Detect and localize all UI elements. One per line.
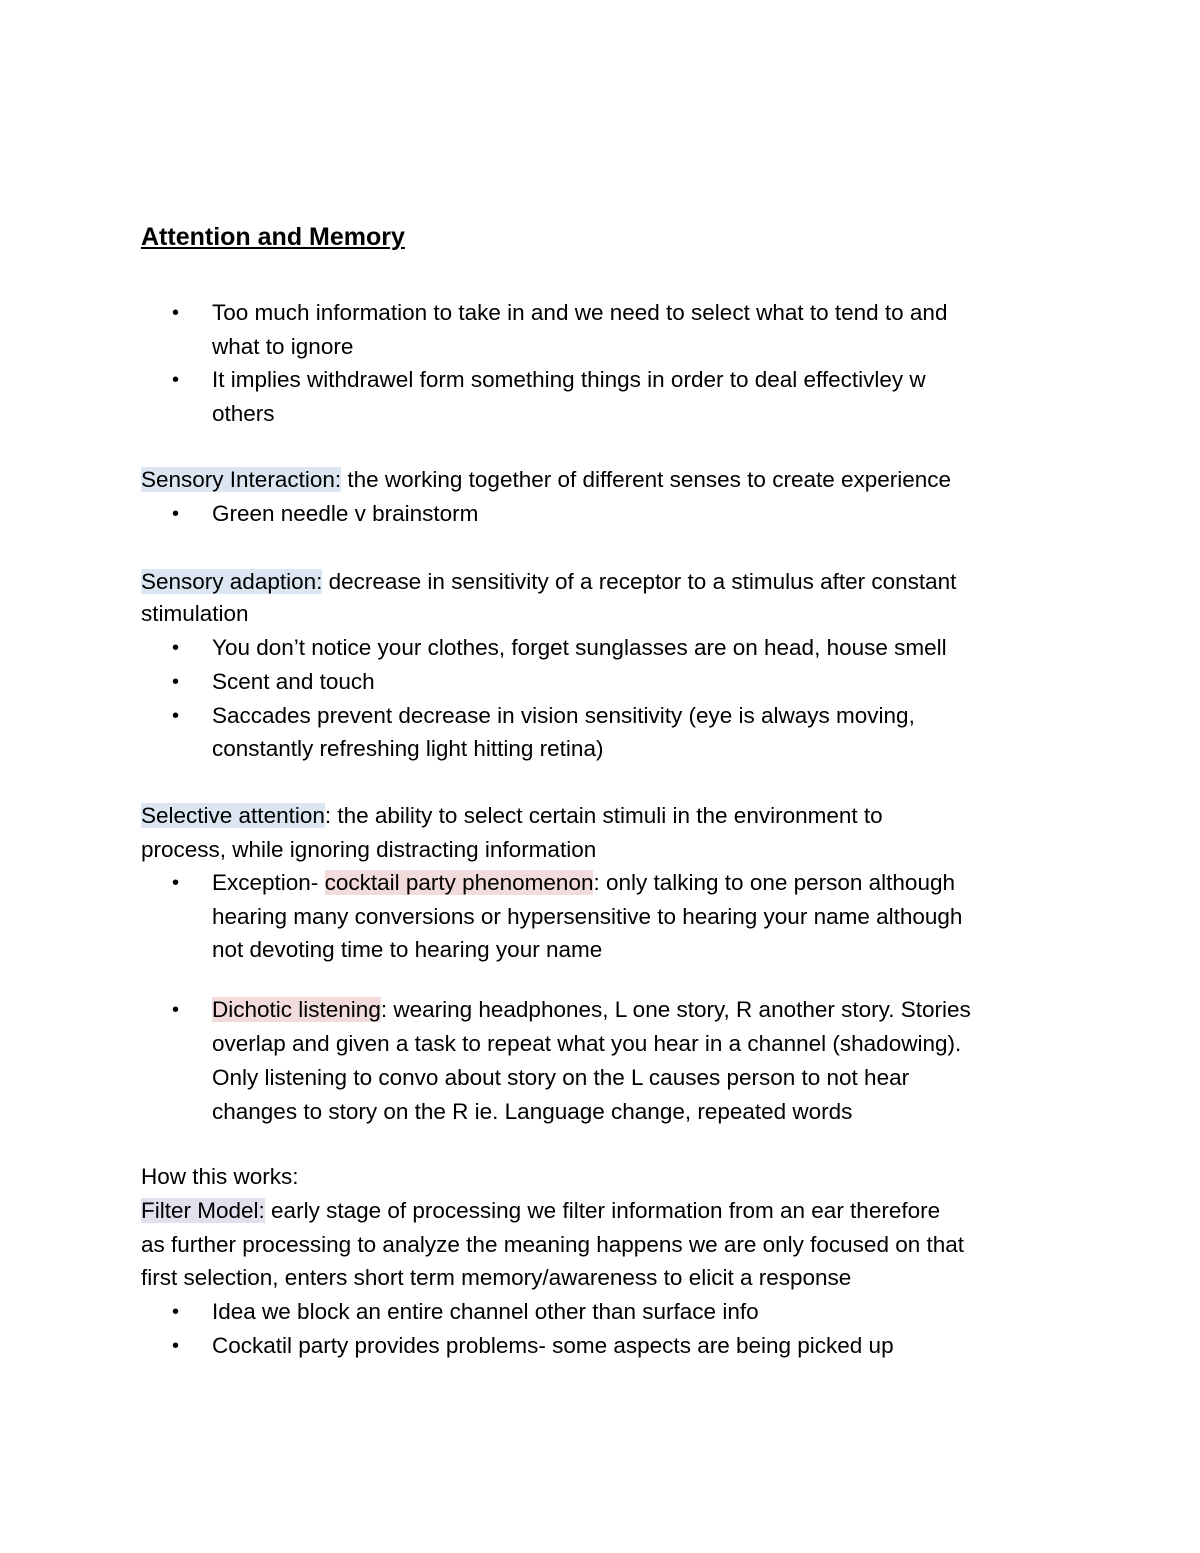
selective-attention-text: : the ability to select certain stimuli in the environment to [324, 803, 883, 828]
sensory-adaption-text: decrease in sensitivity of a receptor to a stimulus after constant [322, 569, 957, 594]
selective-attention-term: Selective attention [141, 803, 325, 828]
sensory-adaption-definition [141, 565, 956, 599]
filter-model-definition-line-3: first selection, enters short term memory/awareness to elicit a response [141, 1265, 852, 1290]
filter-model-term: Filter Model: [141, 1198, 265, 1223]
bullet-icon: • [172, 1301, 180, 1323]
selective-attention-definition [141, 799, 883, 833]
sensory-adaption-bullet-1: You don’t notice your clothes, forget sunglasses are on head, house smell [212, 635, 947, 660]
bullet-icon: • [172, 705, 180, 727]
dichotic-line-1 [212, 993, 971, 1027]
dichotic-listening-term: Dichotic listening [212, 997, 381, 1022]
sensory-adaption-definition-line-2: stimulation [141, 601, 249, 626]
bullet-icon: • [172, 999, 180, 1021]
bullet-icon: • [172, 872, 180, 894]
intro-bullet-2-line-1: It implies withdrawel form something things in order to deal effectivley w [212, 367, 926, 392]
exception-line-1 [212, 866, 955, 900]
sensory-interaction-definition [141, 463, 951, 497]
filter-model-bullet-2: Cockatil party provides problems- some aspects are being picked up [212, 1333, 894, 1358]
bullet-icon: • [172, 671, 180, 693]
sensory-adaption-bullet-2: Scent and touch [212, 669, 375, 694]
dichotic-line-4: changes to story on the R ie. Language change, repeated words [212, 1099, 853, 1124]
document-title: Attention and Memory [141, 223, 405, 251]
filter-model-text: early stage of processing we filter information from an ear therefore [264, 1198, 941, 1223]
bullet-icon: • [172, 637, 180, 659]
sensory-adaption-bullet-3-line-1: Saccades prevent decrease in vision sensitivity (eye is always moving, [212, 703, 915, 728]
sensory-adaption-term: Sensory adaption: [141, 569, 323, 594]
filter-model-bullet-1: Idea we block an entire channel other than surface info [212, 1299, 759, 1324]
bullet-icon: • [172, 503, 180, 525]
exception-prefix: Exception- [212, 870, 325, 895]
how-this-works-heading: How this works: [141, 1164, 299, 1189]
bullet-icon: • [172, 1335, 180, 1357]
exception-rest: : only talking to one person although [593, 870, 955, 895]
sensory-interaction-term: Sensory Interaction: [141, 467, 342, 492]
dichotic-line-3: Only listening to convo about story on the L causes person to not hear [212, 1065, 910, 1090]
exception-line-2: hearing many conversions or hypersensitive to hearing your name although [212, 904, 963, 929]
filter-model-definition [141, 1194, 940, 1228]
sensory-adaption-bullet-3-line-2: constantly refreshing light hitting retina) [212, 736, 604, 761]
exception-line-3: not devoting time to hearing your name [212, 937, 603, 962]
dichotic-line-2: overlap and given a task to repeat what you hear in a channel (shadowing). [212, 1031, 962, 1056]
selective-attention-definition-line-2: process, while ignoring distracting information [141, 837, 597, 862]
intro-bullet-1-line-1: Too much information to take in and we need to select what to tend to and [212, 300, 948, 325]
dichotic-rest: : wearing headphones, L one story, R another story. Stories [380, 997, 971, 1022]
cocktail-party-term: cocktail party phenomenon [324, 870, 594, 895]
intro-bullet-2-line-2: others [212, 401, 275, 426]
sensory-interaction-text: the working together of different senses to create experience [341, 467, 952, 492]
filter-model-definition-line-2: as further processing to analyze the meaning happens we are only focused on that [141, 1232, 965, 1257]
sensory-interaction-bullet-1: Green needle v brainstorm [212, 501, 479, 526]
bullet-icon: • [172, 369, 180, 391]
bullet-icon: • [172, 302, 180, 324]
intro-bullet-1-line-2: what to ignore [212, 334, 354, 359]
